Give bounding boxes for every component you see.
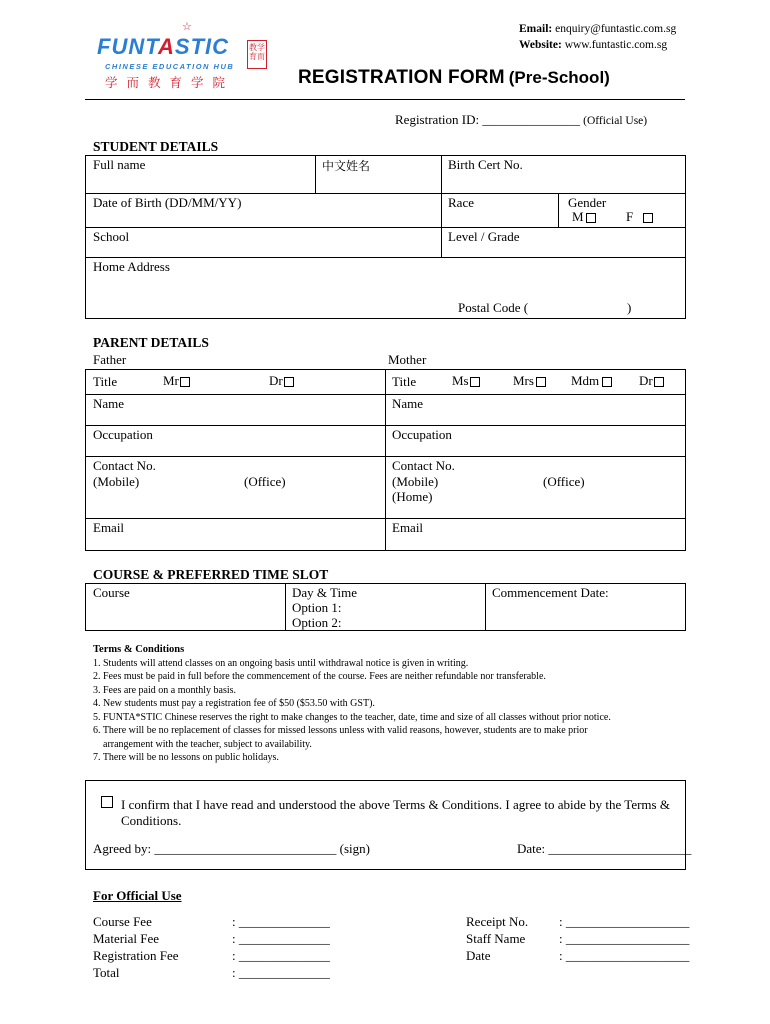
mother-mdm-checkbox[interactable]: [602, 377, 612, 387]
course-fee-field[interactable]: : ______________: [232, 914, 330, 929]
official-left-values: [232, 913, 330, 981]
student-details-table: [85, 155, 686, 319]
term-item: 5. FUNTA*STIC Chinese reserves the right to make changes to the teacher, date, time and size of all classes without prior notice.: [93, 711, 611, 723]
option-2-field[interactable]: Option 2:: [292, 615, 342, 630]
gender-male-checkbox[interactable]: [586, 213, 596, 223]
total-label: Total: [93, 965, 120, 980]
gender-female: F: [626, 209, 653, 225]
material-fee-field[interactable]: : ______________: [232, 931, 330, 946]
father-dr-checkbox[interactable]: [284, 377, 294, 387]
course-table: [85, 583, 686, 631]
father-mobile-field[interactable]: (Mobile): [93, 474, 140, 489]
official-date-label: Date: [466, 948, 491, 963]
mother-name-field[interactable]: Name: [392, 396, 424, 411]
course-heading: COURSE & PREFERRED TIME SLOT: [93, 567, 329, 582]
gender-male: M: [572, 209, 596, 225]
commencement-date-field[interactable]: Commencement Date:: [492, 585, 609, 600]
form-title: REGISTRATION FORM (Pre-School): [298, 67, 610, 88]
registration-fee-field[interactable]: : ______________: [232, 948, 330, 963]
mother-title-mdm: Mdm: [571, 373, 612, 389]
father-email-field[interactable]: Email: [93, 520, 125, 535]
father-name-field[interactable]: Name: [93, 396, 125, 411]
postal-code-field-close: ): [627, 300, 632, 315]
official-right-values: [559, 913, 689, 964]
full-name-field[interactable]: Full name: [93, 157, 146, 172]
confirm-text: I confirm that I have read and understood the above Terms & Conditions. I agree to abide by the Terms & Conditions.: [121, 797, 670, 828]
father-title-dr: Dr: [269, 373, 294, 389]
race-field[interactable]: Race: [448, 195, 474, 210]
father-office-field[interactable]: (Office): [244, 474, 286, 489]
total-field[interactable]: : ______________: [232, 965, 330, 980]
registration-id: Registration ID: _______________ (Official Use): [395, 112, 648, 127]
postal-code-field-open[interactable]: Postal Code (: [458, 300, 529, 315]
star-icon: ☆: [182, 21, 192, 33]
birth-cert-field[interactable]: Birth Cert No.: [448, 157, 523, 172]
confirmation-box: [85, 780, 692, 870]
father-title-label: Title: [93, 374, 118, 389]
mother-occupation-field[interactable]: Occupation: [392, 427, 452, 442]
gender-female-checkbox[interactable]: [643, 213, 653, 223]
staff-name-label: Staff Name: [466, 931, 526, 946]
mother-dr-checkbox[interactable]: [654, 377, 664, 387]
confirm-checkbox[interactable]: [101, 796, 113, 808]
parent-details-table: [85, 369, 686, 551]
mother-contact-label: Contact No.: [392, 458, 455, 473]
terms-and-conditions: [93, 643, 611, 765]
official-right-labels: [466, 913, 528, 964]
chinese-name-field[interactable]: 中文姓名: [322, 159, 371, 173]
course-fee-label: Course Fee: [93, 914, 152, 929]
father-title-mr: Mr: [163, 373, 190, 389]
option-1-field[interactable]: Option 1:: [292, 600, 342, 615]
home-address-field[interactable]: Home Address: [93, 259, 170, 274]
mother-title-label: Title: [392, 374, 417, 389]
term-item: 4. New students must pay a registration fee of $50 ($53.50 with GST).: [93, 698, 375, 709]
father-label: Father: [93, 352, 127, 367]
level-grade-field[interactable]: Level / Grade: [448, 229, 520, 244]
mother-mrs-checkbox[interactable]: [536, 377, 546, 387]
mother-label: Mother: [388, 352, 427, 367]
staff-name-field[interactable]: : ___________________: [559, 931, 690, 946]
father-occupation-field[interactable]: Occupation: [93, 427, 153, 442]
terms-heading: Terms & Conditions: [93, 644, 185, 655]
official-date-field[interactable]: : ___________________: [559, 948, 690, 963]
form-subtitle: (Pre-School): [508, 68, 610, 87]
material-fee-label: Material Fee: [93, 931, 160, 946]
confirm-date-field[interactable]: Date: ______________________: [517, 841, 692, 856]
website-line: Website: www.funtastic.com.sg: [519, 39, 668, 51]
mother-home-field[interactable]: (Home): [392, 489, 433, 504]
father-mr-checkbox[interactable]: [180, 377, 190, 387]
email-line: Email: enquiry@funtastic.com.sg: [519, 23, 677, 35]
term-item: arrangement with the teacher, subject to availability.: [103, 738, 312, 750]
logo-wordmark: FUNTASTIC: [97, 34, 230, 59]
mother-title-mrs: Mrs: [513, 373, 546, 389]
school-field[interactable]: School: [93, 229, 130, 244]
mother-email-field[interactable]: Email: [392, 520, 424, 535]
mother-office-field[interactable]: (Office): [543, 474, 585, 489]
logo: [97, 20, 265, 90]
dob-field[interactable]: Date of Birth (DD/MM/YY): [93, 195, 242, 210]
logo-tagline: CHINESE EDUCATION HUB: [105, 62, 235, 71]
official-left-labels: [93, 913, 179, 981]
gender-label: Gender: [568, 195, 607, 210]
course-field[interactable]: Course: [93, 585, 130, 600]
term-item: 6. There will be no replacement of classes for missed lessons unless with valid reasons, however, students are to make prior: [93, 725, 588, 736]
term-item: 1. Students will attend classes on an ongoing basis until withdrawal notice is given in writing.: [93, 657, 469, 669]
logo-seal: 教学 育而: [247, 40, 267, 69]
receipt-no-label: Receipt No.: [466, 914, 529, 929]
mother-ms-checkbox[interactable]: [470, 377, 480, 387]
term-item: 7. There will be no lessons on public holidays.: [93, 752, 279, 763]
term-item: 3. Fees are paid on a monthly basis.: [93, 684, 237, 696]
official-use-heading: For Official Use: [93, 888, 182, 903]
father-contact-label: Contact No.: [93, 458, 156, 473]
receipt-no-field[interactable]: : ___________________: [559, 914, 690, 929]
agreed-by-signature-field[interactable]: Agreed by: ____________________________ (sign): [93, 841, 370, 856]
logo-chinese-name: 学而教育学院: [105, 75, 235, 90]
mother-mobile-field[interactable]: (Mobile): [392, 474, 439, 489]
term-item: 2. Fees must be paid in full before the commencement of the course. Fees are neither refundable nor transferable.: [93, 671, 546, 682]
registration-fee-label: Registration Fee: [93, 948, 179, 963]
day-time-label: Day & Time: [292, 585, 358, 600]
title-rule: [85, 99, 685, 100]
parent-details-heading: PARENT DETAILS: [93, 335, 209, 350]
mother-title-dr: Dr: [639, 373, 664, 389]
mother-title-ms: Ms: [452, 373, 480, 389]
student-details-heading: STUDENT DETAILS: [93, 139, 219, 154]
